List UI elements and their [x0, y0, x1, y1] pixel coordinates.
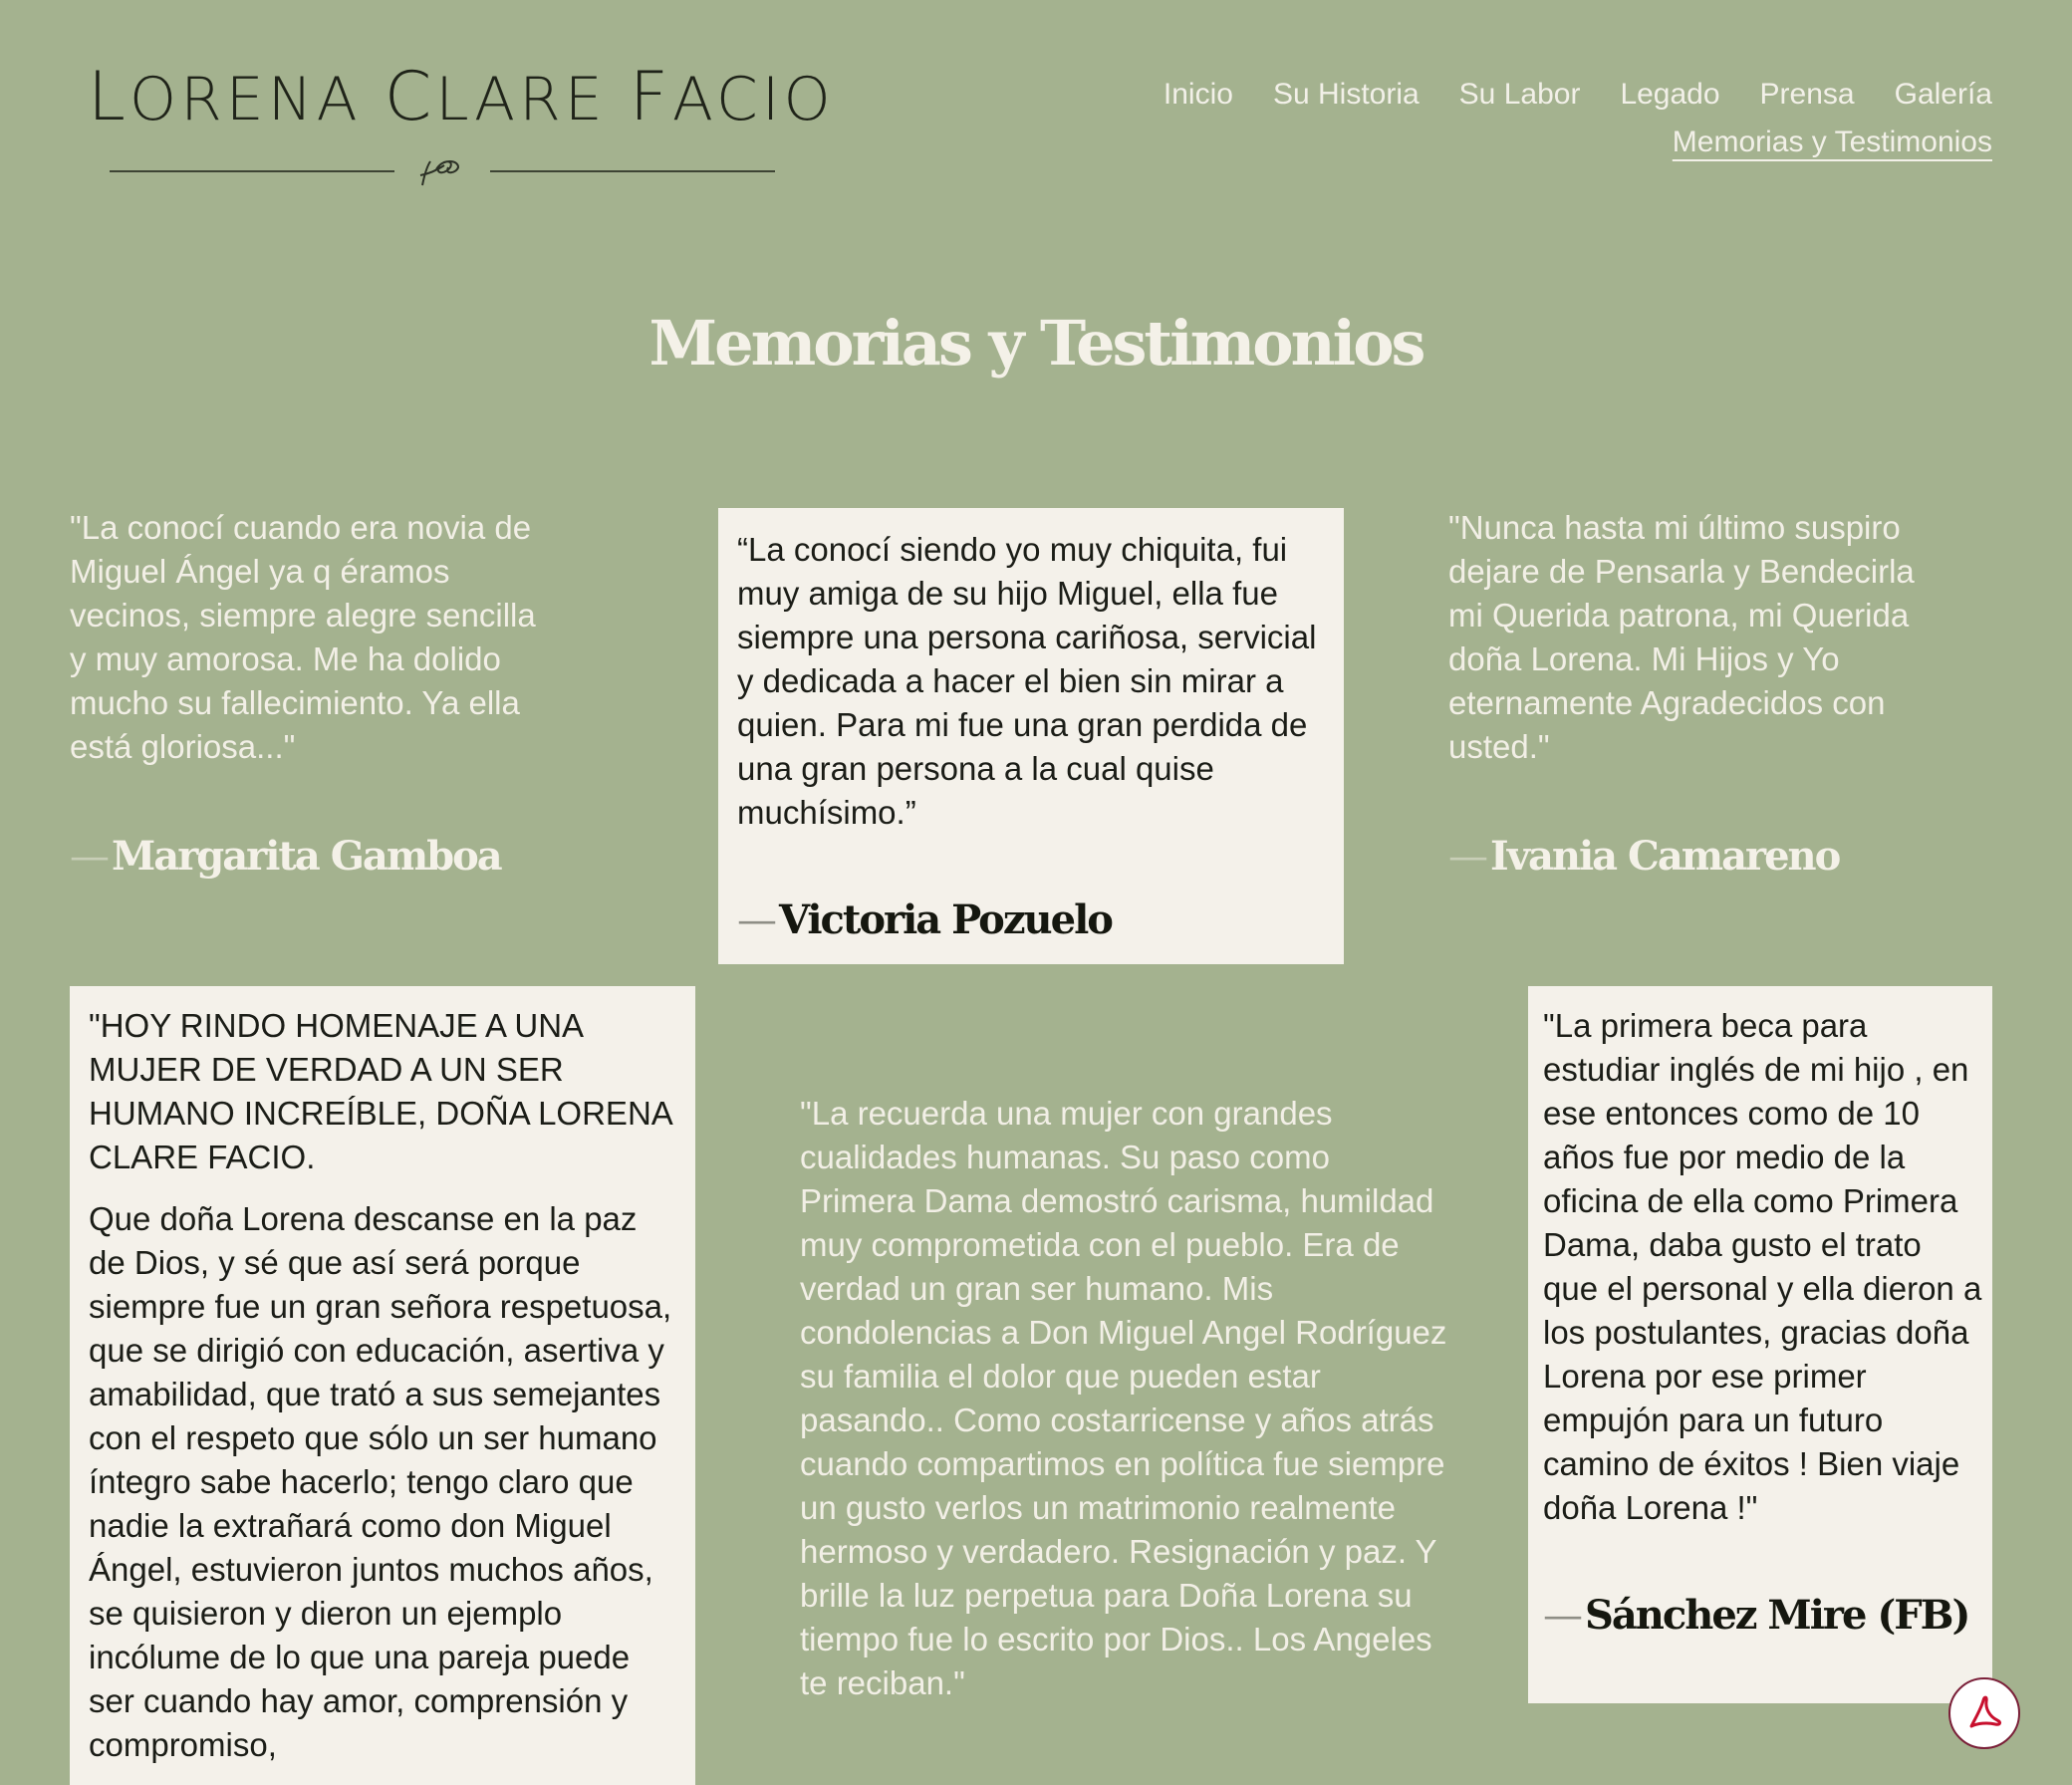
nav-item-su-historia[interactable]: Su Historia	[1272, 78, 1420, 111]
testimonial-author: — Ivania Camareno	[1448, 833, 1840, 880]
testimonial-author: — Sánchez Mire (FB)	[1543, 1592, 1969, 1639]
nav-item-galeria[interactable]: Galería	[1894, 78, 1992, 111]
testimonial-card	[70, 506, 548, 880]
site-logo[interactable]	[88, 58, 835, 177]
testimonial-card	[800, 1092, 1447, 1705]
testimonial-quote: "HOY RINDO HOMENAJE A UNA MUJER DE VERDAD A UN SER HUMANO INCREÍBLE, DOÑA LORENA CLARE FACIO.	[89, 1007, 671, 1175]
nav-item-prensa[interactable]: Prensa	[1759, 78, 1855, 111]
testimonial-quote: "La recuerda una mujer con grandes cualidades humanas. Su paso como Primera Dama demostró carisma, humildad muy comprometida con el pueblo. Era de verdad un gran ser humano. Mis condolencias a Don Miguel Angel Rodríguez su familia el dolor que pueden estar pasando.. Como costarricense y años atrás cuando compartimos en política fue siempre un gusto verlos un matrimonio realmente hermoso y verdadero. Resignación y paz. Y brille la luz perpetua para Doña Lorena su tiempo fue lo escrito por Dios.. Los Angeles te reciban."	[800, 1095, 1447, 1701]
page-title: Memorias y Testimonios	[648, 307, 1424, 380]
testimonial-quote: "Nunca hasta mi último suspiro dejare de Pensarla y Bendecirla mi Querida patrona, mi Querida doña Lorena. Mi Hijos y Yo eternamente Agradecidos con usted."	[1448, 509, 1915, 765]
testimonial-quote: “La conocí siendo yo muy chiquita, fui muy amiga de su hijo Miguel, ella fue siempre una persona cariñosa, servicial y dedicada a hacer el bien sin mirar a quien. Para mi fue una gran perdida de una gran persona a la cual quise muchísimo.”	[737, 531, 1317, 831]
nav-row-2	[1116, 126, 1992, 159]
signature-monogram-icon	[88, 153, 800, 193]
logo-text: LORENA CLARE FACIO	[88, 58, 835, 136]
pdf-icon	[1963, 1692, 2005, 1734]
nav-item-legado[interactable]: Legado	[1620, 78, 1720, 111]
nav-item-su-labor[interactable]: Su Labor	[1458, 78, 1581, 111]
nav-item-inicio[interactable]: Inicio	[1163, 78, 1233, 111]
testimonial-quote: "La conocí cuando era novia de Miguel Ángel ya q éramos vecinos, siempre alegre sencilla y muy amorosa. Me ha dolido mucho su fallecimiento. Ya ella está gloriosa..."	[70, 509, 536, 765]
pdf-download-button[interactable]	[1948, 1677, 2020, 1749]
testimonial-quote: Que doña Lorena descanse en la paz de Dios, y sé que así será porque siempre fue un gran señora respetuosa, que se dirigió con educación, asertiva y amabilidad, que trató a sus semejantes con el respeto que sólo un ser humano íntegro sabe hacerlo; tengo claro que nadie la extrañará como don Miguel Ángel, estuvieron juntos muchos años, se quisieron y dieron un ejemplo incólume de lo que una pareja puede ser cuando hay amor, comprensión y compromiso,	[89, 1200, 672, 1763]
testimonial-card	[718, 508, 1344, 964]
testimonial-quote: "La primera beca para estudiar inglés de mi hijo , en ese entonces como de 10 años fue por medio de la oficina de ella como Primera Dama, daba gusto el trato que el personal y ella dieron a los postulantes, gracias doña Lorena por ese primer empujón para un futuro camino de éxitos ! Bien viaje doña Lorena !"	[1543, 1007, 1982, 1526]
testimonial-card	[1528, 986, 1992, 1703]
testimonial-card	[70, 986, 695, 1785]
nav-item-memorias-y-testimonios[interactable]: Memorias y Testimonios	[1672, 126, 1992, 158]
testimonial-author: — Margarita Gamboa	[70, 833, 501, 880]
nav-row-1	[1116, 78, 1992, 112]
testimonial-author: — Victoria Pozuelo	[737, 896, 1112, 943]
testimonial-card	[1448, 506, 1946, 880]
main-nav	[1116, 78, 1992, 159]
